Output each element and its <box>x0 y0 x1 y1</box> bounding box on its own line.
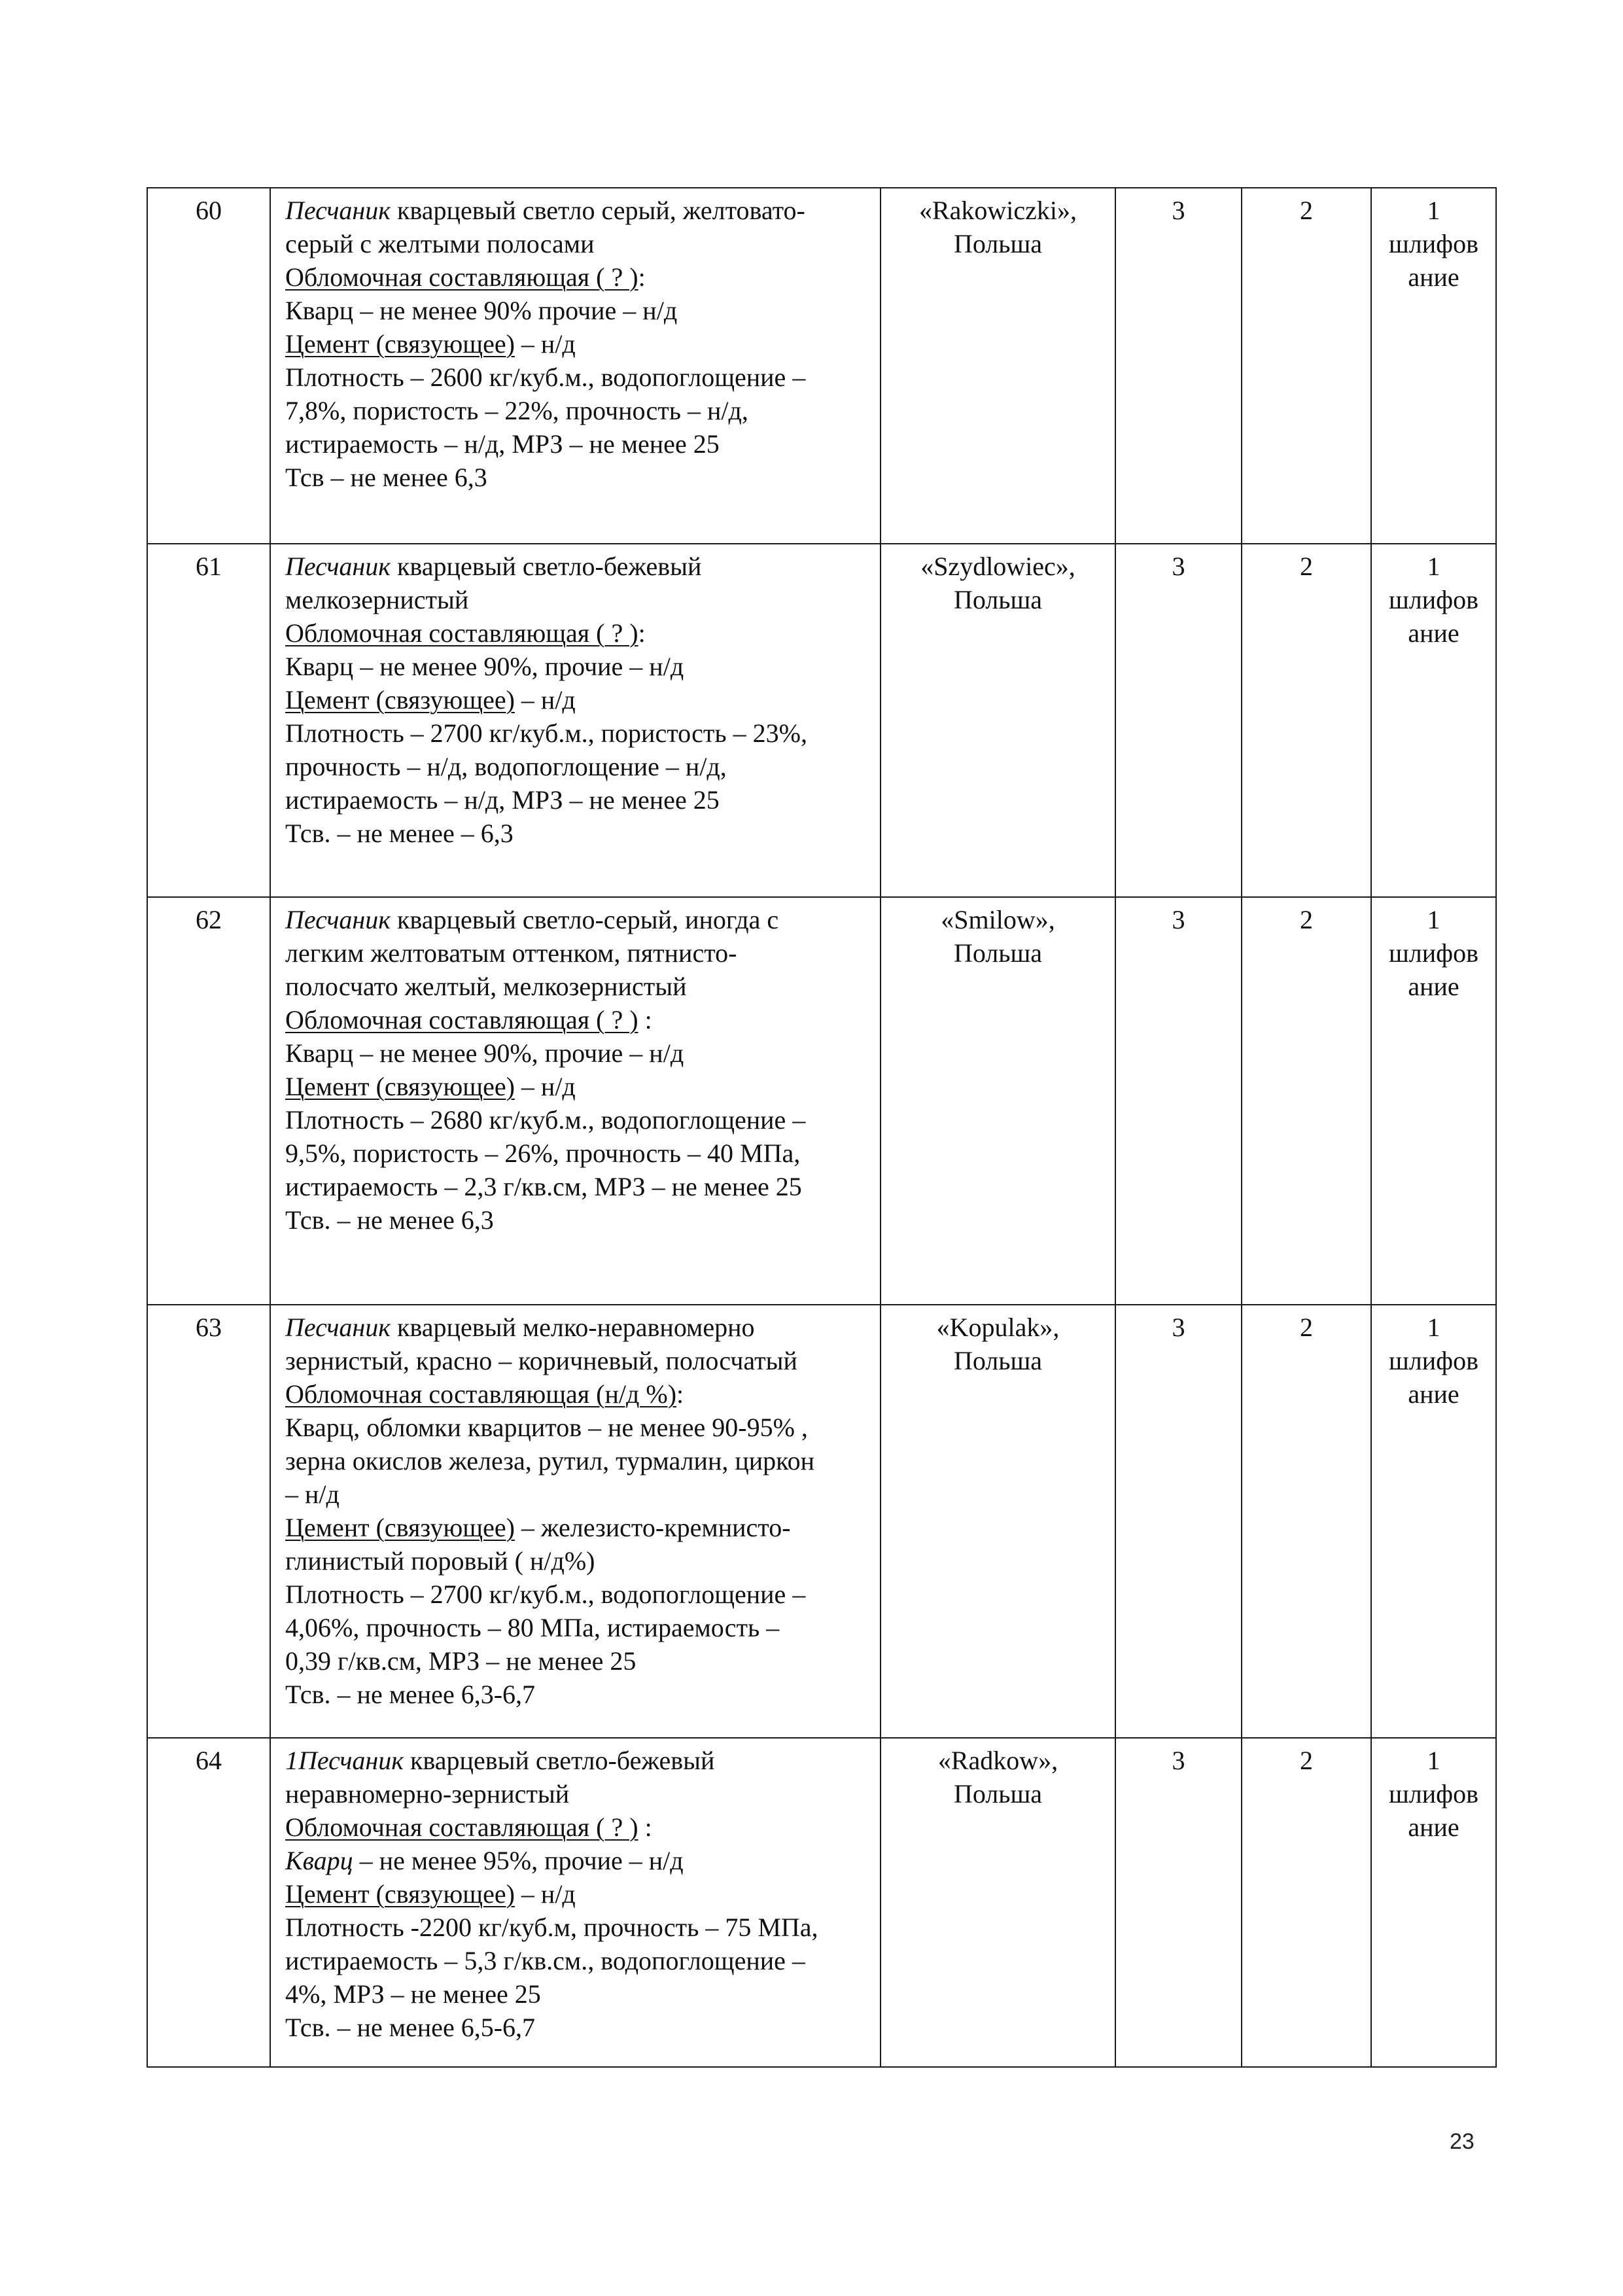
description-line <box>285 1544 873 1578</box>
value-column-1: 3 <box>1115 544 1242 897</box>
stone-description <box>270 897 881 1305</box>
stone-type-term: Песчаник <box>285 1313 391 1342</box>
table-row <box>147 1305 1496 1738</box>
description-text: Кварц – не менее 90% прочие – н/д <box>285 296 678 325</box>
section-heading: Цемент (связующее) <box>285 1513 515 1542</box>
value-column-2: 2 <box>1242 188 1371 544</box>
description-line <box>285 550 873 583</box>
description-line <box>285 1203 873 1237</box>
description-text: 7,8%, пористость – 22%, прочность – н/д, <box>285 396 748 425</box>
description-line <box>285 716 873 750</box>
stone-type-term: Песчаник <box>285 196 391 225</box>
description-line <box>285 1578 873 1611</box>
description-text: – не менее 95%, прочие – н/д <box>353 1846 684 1875</box>
finish-text: шлифов <box>1389 938 1478 968</box>
description-line <box>285 1444 873 1477</box>
description-line <box>285 1944 873 1977</box>
description-line <box>285 1844 873 1877</box>
page-number: 23 <box>1450 2129 1475 2154</box>
description-text: кварцевый мелко-неравномерно <box>390 1313 755 1342</box>
finish-text: 1 <box>1427 905 1440 934</box>
description-text: Тсв. – не менее 6,3 <box>285 1205 494 1235</box>
finish-cell <box>1371 1738 1496 2067</box>
description-text: – н/д <box>514 1072 576 1101</box>
description-text: : <box>638 262 646 292</box>
description-line <box>285 361 873 394</box>
quarry-name: «Radkow», <box>937 1746 1058 1775</box>
description-text: зернистый, красно – коричневый, полосчатый <box>285 1346 797 1375</box>
description-line <box>285 1137 873 1170</box>
description-text: кварцевый светло-бежевый <box>403 1746 715 1775</box>
description-line <box>285 583 873 616</box>
stone-type-term: Кварц <box>285 1846 353 1875</box>
origin-cell <box>881 1738 1115 2067</box>
section-heading: Обломочная составляющая ( ? ) <box>285 262 638 292</box>
finish-text: ание <box>1408 972 1459 1001</box>
description-text: 4,06%, прочность – 80 МПа, истираемость – <box>285 1613 780 1642</box>
description-text: 0,39 г/кв.см, МРЗ – не менее 25 <box>285 1646 637 1676</box>
description-text: Плотность – 2700 кг/куб.м., пористость – 23%, <box>285 718 807 748</box>
stone-description <box>270 1305 881 1738</box>
description-line <box>285 1744 873 1777</box>
description-line <box>285 1644 873 1678</box>
description-text: неравномерно-зернистый <box>285 1779 570 1809</box>
description-line <box>285 1377 873 1411</box>
stone-description <box>270 188 881 544</box>
finish-cell <box>1371 188 1496 544</box>
table-row <box>147 188 1496 544</box>
finish-text: 1 <box>1427 1313 1440 1342</box>
description-text: – н/д <box>514 329 576 359</box>
description-line <box>285 1103 873 1137</box>
value-column-1: 3 <box>1115 188 1242 544</box>
description-text: – н/д <box>285 1479 340 1509</box>
value-column-1: 3 <box>1115 1305 1242 1738</box>
finish-text: 1 <box>1427 552 1440 581</box>
description-line <box>285 327 873 361</box>
row-number: 61 <box>147 544 270 897</box>
row-number: 63 <box>147 1305 270 1738</box>
description-text: зерна окислов железа, рутил, турмалин, циркон <box>285 1446 814 1475</box>
stone-type-term: 1Песчаник <box>285 1746 404 1775</box>
description-line <box>285 1070 873 1103</box>
description-line <box>285 683 873 716</box>
description-text: – железисто-кремнисто- <box>514 1513 791 1542</box>
country-name: Польша <box>953 585 1043 614</box>
description-text: Тсв. – не менее 6,3-6,7 <box>285 1680 536 1709</box>
description-text: глинистый поровый ( н/д%) <box>285 1546 595 1576</box>
description-line <box>285 1611 873 1644</box>
description-text: серый с желтыми полосами <box>285 229 595 258</box>
finish-text: шлифов <box>1389 585 1478 614</box>
description-line <box>285 616 873 650</box>
row-number: 64 <box>147 1738 270 2067</box>
finish-cell <box>1371 1305 1496 1738</box>
description-line <box>285 1777 873 1810</box>
description-line <box>285 1170 873 1203</box>
description-text: Тсв – не менее 6,3 <box>285 463 487 492</box>
description-line <box>285 1411 873 1444</box>
finish-text: шлифов <box>1389 229 1478 258</box>
country-name: Польша <box>953 1779 1043 1809</box>
description-text: Тсв. – не менее – 6,3 <box>285 819 514 848</box>
value-column-2: 2 <box>1242 1305 1371 1738</box>
description-line <box>285 294 873 327</box>
description-line <box>285 1003 873 1036</box>
section-heading: Обломочная составляющая (н/д %) <box>285 1379 677 1409</box>
description-line <box>285 227 873 260</box>
section-heading: Цемент (связующее) <box>285 1072 515 1101</box>
section-heading: Обломочная составляющая ( ? ) <box>285 1812 638 1842</box>
description-text: полосчато желтый, мелкозернистый <box>285 972 687 1001</box>
description-line <box>285 394 873 427</box>
row-number: 60 <box>147 188 270 544</box>
description-text: истираемость – н/д, МРЗ – не менее 25 <box>285 429 720 459</box>
origin-cell <box>881 544 1115 897</box>
description-line <box>285 2011 873 2044</box>
value-column-1: 3 <box>1115 897 1242 1305</box>
section-heading: Обломочная составляющая ( ? ) <box>285 1005 638 1034</box>
description-text: Плотность -2200 кг/куб.м, прочность – 75 МПа, <box>285 1913 818 1942</box>
description-line <box>285 1477 873 1511</box>
description-text: истираемость – 5,3 г/кв.см., водопоглощение – <box>285 1946 805 1975</box>
description-line <box>285 783 873 817</box>
description-text: Плотность – 2680 кг/куб.м., водопоглощение – <box>285 1105 806 1135</box>
description-line <box>285 750 873 783</box>
country-name: Польша <box>953 1346 1043 1375</box>
finish-text: ание <box>1408 1379 1459 1409</box>
description-text: кварцевый светло-бежевый <box>390 552 702 581</box>
description-line <box>285 461 873 494</box>
country-name: Польша <box>953 938 1043 968</box>
description-text: – н/д <box>514 685 576 715</box>
quarry-name: «Kopulak», <box>936 1313 1060 1342</box>
finish-cell <box>1371 544 1496 897</box>
finish-text: шлифов <box>1389 1346 1478 1375</box>
table-row <box>147 544 1496 897</box>
finish-text: ание <box>1408 618 1459 648</box>
description-text: истираемость – н/д, МРЗ – не менее 25 <box>285 785 720 815</box>
origin-cell <box>881 897 1115 1305</box>
country-name: Польша <box>953 229 1043 258</box>
value-column-2: 2 <box>1242 544 1371 897</box>
section-heading: Цемент (связующее) <box>285 329 515 359</box>
description-text: : <box>638 618 646 648</box>
description-text: : <box>638 1812 652 1842</box>
description-line <box>285 1810 873 1844</box>
quarry-name: «Rakowiczki», <box>918 196 1077 225</box>
description-text: Тсв. – не менее 6,5-6,7 <box>285 2013 536 2042</box>
table-row <box>147 1738 1496 2067</box>
description-line <box>285 1311 873 1344</box>
stone-type-term: Песчаник <box>285 905 391 934</box>
finish-text: шлифов <box>1389 1779 1478 1809</box>
finish-text: 1 <box>1427 196 1440 225</box>
description-text: – н/д <box>514 1879 576 1909</box>
description-line <box>285 427 873 461</box>
description-line <box>285 260 873 294</box>
description-text: кварцевый светло серый, желтовато- <box>390 196 805 225</box>
section-heading: Обломочная составляющая ( ? ) <box>285 618 638 648</box>
description-line <box>285 650 873 683</box>
description-line <box>285 970 873 1003</box>
description-line <box>285 817 873 850</box>
description-text: мелкозернистый <box>285 585 469 614</box>
section-heading: Цемент (связующее) <box>285 685 515 715</box>
stone-type-term: Песчаник <box>285 552 391 581</box>
description-line <box>285 1036 873 1070</box>
value-column-1: 3 <box>1115 1738 1242 2067</box>
quarry-name: «Szydlowiec», <box>920 552 1075 581</box>
description-text: Плотность – 2600 кг/куб.м., водопоглощение – <box>285 362 806 392</box>
origin-cell <box>881 188 1115 544</box>
description-text: Плотность – 2700 кг/куб.м., водопоглощение – <box>285 1580 806 1609</box>
table-body <box>147 188 1496 2067</box>
stone-specification-table <box>147 187 1497 2068</box>
stone-description <box>270 1738 881 2067</box>
description-text: : <box>638 1005 652 1034</box>
quarry-name: «Smilow», <box>941 905 1055 934</box>
description-text: 9,5%, пористость – 26%, прочность – 40 МПа, <box>285 1139 801 1168</box>
finish-text: 1 <box>1427 1746 1440 1775</box>
description-text: : <box>676 1379 684 1409</box>
finish-text: ание <box>1408 1812 1459 1842</box>
description-line <box>285 1511 873 1544</box>
table-row <box>147 897 1496 1305</box>
description-line <box>285 1877 873 1911</box>
description-text: истираемость – 2,3 г/кв.см, МРЗ – не менее 25 <box>285 1172 802 1201</box>
stone-description <box>270 544 881 897</box>
description-line <box>285 194 873 227</box>
description-text: Кварц – не менее 90%, прочие – н/д <box>285 652 684 681</box>
row-number: 62 <box>147 897 270 1305</box>
description-line <box>285 1678 873 1711</box>
description-line <box>285 903 873 936</box>
description-text: Кварц, обломки кварцитов – не менее 90-95% , <box>285 1413 808 1442</box>
value-column-2: 2 <box>1242 897 1371 1305</box>
finish-text: ание <box>1408 262 1459 292</box>
description-line <box>285 1344 873 1377</box>
finish-cell <box>1371 897 1496 1305</box>
value-column-2: 2 <box>1242 1738 1371 2067</box>
description-text: кварцевый светло-серый, иногда с <box>390 905 779 934</box>
description-text: легким желтоватым оттенком, пятнисто- <box>285 938 737 968</box>
description-line <box>285 936 873 970</box>
section-heading: Цемент (связующее) <box>285 1879 515 1909</box>
description-line <box>285 1911 873 1944</box>
description-line <box>285 1977 873 2011</box>
description-text: Кварц – не менее 90%, прочие – н/д <box>285 1038 684 1068</box>
description-text: 4%, МРЗ – не менее 25 <box>285 1979 541 2009</box>
origin-cell <box>881 1305 1115 1738</box>
description-text: прочность – н/д, водопоглощение – н/д, <box>285 752 727 781</box>
